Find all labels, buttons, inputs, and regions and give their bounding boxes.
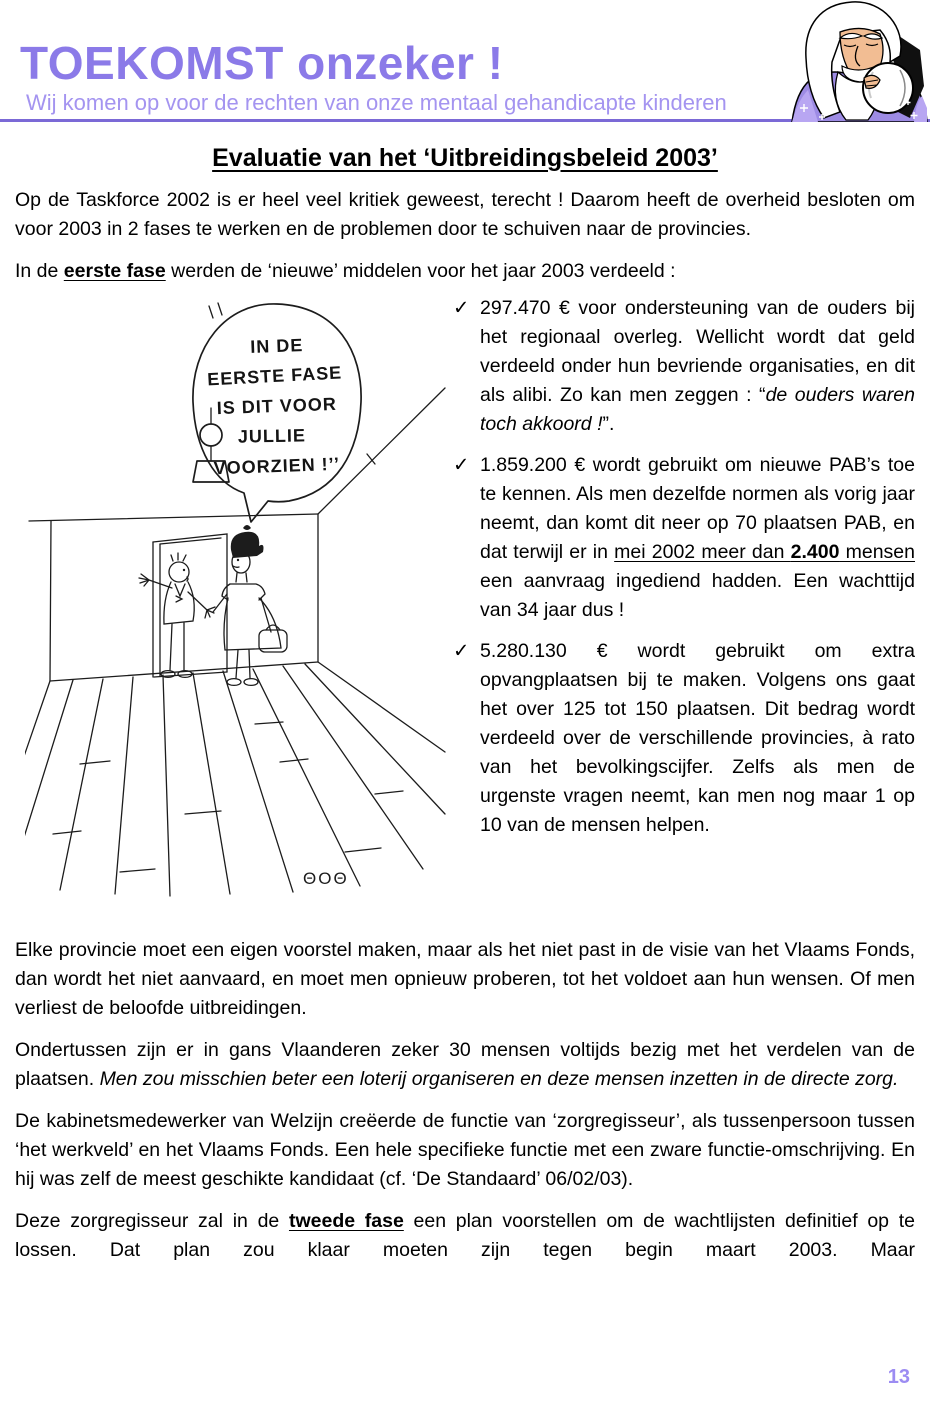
article-body (0, 144, 930, 1265)
article-heading: Evaluatie van het ‘Uitbreidingsbeleid 2003’ (212, 144, 718, 172)
list-item (453, 451, 915, 625)
list-item (453, 294, 915, 439)
room-walls (29, 388, 445, 752)
page-header (0, 0, 930, 122)
svg-text:VOORZIEN !’’: VOORZIEN !’’ (213, 453, 341, 479)
page-number: 13 (887, 1366, 910, 1388)
paragraph-eerste-fase-intro: In de eerste fase werden de ‘nieuwe’ middelen voor het jaar 2003 verdeeld : (15, 260, 676, 282)
svg-text:IS DIT VOOR: IS DIT VOOR (216, 393, 338, 419)
bullet-text: 5.280.130 € wordt gebruikt om extra opvangplaatsen bij te maken. Volgens ons gaat het over 125 tot 150 plaatsen. Dit bedrag wordt verdeeld over de verschillende provincies, à rato van het bevolkingscijfer. Zelfs als men de urgenste vragen neemt, kan men nog maar 1 op 10 van de mensen helpen. (480, 640, 915, 836)
bullet-text: 1.859.200 € wordt gebruikt om nieuwe PAB’s toe te kennen. Als men dezelfde normen als vorig jaar neemt, dan komt dit neer op 70 plaatsen PAB, en dat terwijl er in mei 2002 meer dan 2.400 mensen een aanvraag ingediend hadden. Een wachttijd van 34 jaar dus ! (480, 454, 916, 621)
list-item (453, 637, 915, 840)
newsletter-subtitle: Wij komen op voor de rechten van onze mentaal gehandicapte kinderen (26, 90, 727, 115)
newsletter-title: TOEKOMST onzeker ! (20, 37, 504, 89)
paragraph-zorgregisseur: Deze zorgregisseur zal in de tweede fase een plan voorstellen om de wachtlijsten definitief op te lossen. Dat plan zou klaar moeten zijn tegen begin maart 2003. Maar (15, 1210, 915, 1261)
svg-text:JULLIE: JULLIE (237, 425, 307, 447)
cartoon-container (15, 294, 453, 923)
man-figure (139, 553, 215, 677)
paragraph-ondertussen: Ondertussen zijn er in gans Vlaanderen zeker 30 mensen voltijds bezig met het verdelen van de plaatsen. Men zou misschien beter een loterij organiseren en deze mensen inzetten in de directe zorg. (15, 1039, 915, 1090)
floor-planks (25, 664, 445, 896)
wizard-crystal-ball-clipart (788, 0, 930, 122)
budget-bullet-list (453, 294, 915, 923)
woman-figure (213, 525, 287, 685)
paragraph-taskforce: Op de Taskforce 2002 is er heel veel kritiek geweest, terecht ! Daarom heeft de overheid besloten om voor 2003 in 2 fases te werken en de problemen door te schuiven naar de provincies. (15, 189, 915, 240)
cartoon-signature: ΘOΘ (303, 869, 349, 888)
speech-bubble-text (207, 335, 343, 478)
checkmark-icon: ✓ (453, 297, 470, 319)
cartoon-and-bullets-section (15, 294, 915, 923)
cartoon-empty-room-illustration (25, 294, 449, 918)
paragraph-provincie: Elke provincie moet een eigen voorstel maken, maar als het niet past in de visie van het Vlaams Fonds, dan wordt het niet aanvaard, en moet men opnieuw proberen, tot het voldoet aan hun wensen. Of men verliest de beloofde uitbreidingen. (15, 939, 915, 1019)
bullet-text: 297.470 € voor ondersteuning van de ouders bij het regionaal overleg. Wellicht wordt dat geld verdeeld onder hun bevriende organisaties, en dit als alibi. Zo kan men zeggen : “de ouders waren toch akkoord !”. (480, 297, 915, 435)
checkmark-icon: ✓ (453, 640, 470, 662)
svg-text:IN DE: IN DE (249, 335, 304, 357)
svg-text:EERSTE FASE: EERSTE FASE (206, 362, 343, 390)
paragraph-kabinetsmedewerker: De kabinetsmedewerker van Welzijn creëerde de functie van ‘zorgregisseur’, als tussenpersoon tussen ‘het werkveld’ en het Vlaams Fonds. Een hele specifieke functie met een zware functie-omschrijving. En hij was zelf de meest geschikte kandidaat (cf. ‘De Standaard’ 06/02/03). (15, 1110, 915, 1190)
checkmark-icon: ✓ (453, 454, 470, 476)
